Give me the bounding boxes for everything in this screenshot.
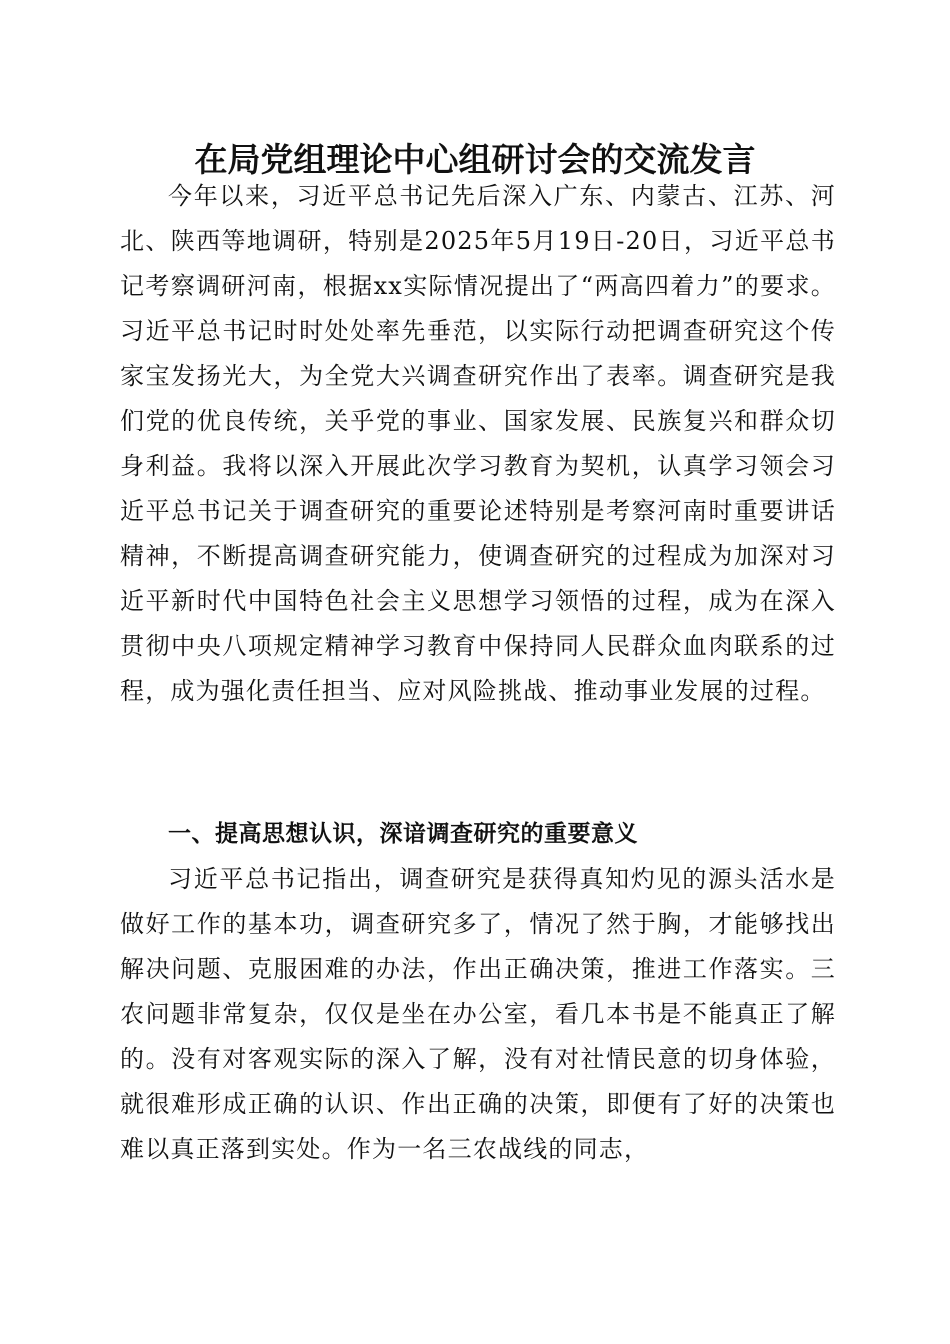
intro-paragraph: 今年以来，习近平总书记先后深入广东、内蒙古、江苏、河北、陕西等地调研，特别是2025年5月19日-20日，习近平总书记考察调研河南，根据xx实际情况提出了“两高四着力”的要求。习近平总书记时时处处率先垂范，以实际行动把调查研究这个传家宝发扬光大，为全党大兴调查研究作出了表率。调查研究是我们党的优良传统，关乎党的事业、国家发展、民族复兴和群众切身利益。我将以深入开展此次学习教育为契机，认真学习领会习近平总书记关于调查研究的重要论述特别是考察河南时重要讲话精神，不断提高调查研究能力，使调查研究的过程成为加深对习近平新时代中国特色社会主义思想学习领悟的过程，成为在深入贯彻中央八项规定精神学习教育中保持同人民群众血肉联系的过程，成为强化责任担当、应对风险挑战、推动事业发展的过程。 (120, 182, 836, 705)
document-title: 在局党组理论中心组研讨会的交流发言 (194, 140, 756, 179)
section-1-paragraph: 习近平总书记指出，调查研究是获得真知灼见的源头活水是做好工作的基本功，调查研究多了，情况了然于胸，才能够找出解决问题、克服困难的办法，作出正确决策，推进工作落实。三农问题非常复杂，仅仅是坐在办公室，看几本书是不能真正了解的。没有对客观实际的深入了解，没有对社情民意的切身体验，就很难形成正确的认识、作出正确的决策，即便有了好的决策也难以真正落到实处。作为一名三农战线的同志， (120, 865, 836, 1163)
section-heading-1: 一、提高思想认识，深谙调查研究的重要意义 (168, 821, 638, 847)
